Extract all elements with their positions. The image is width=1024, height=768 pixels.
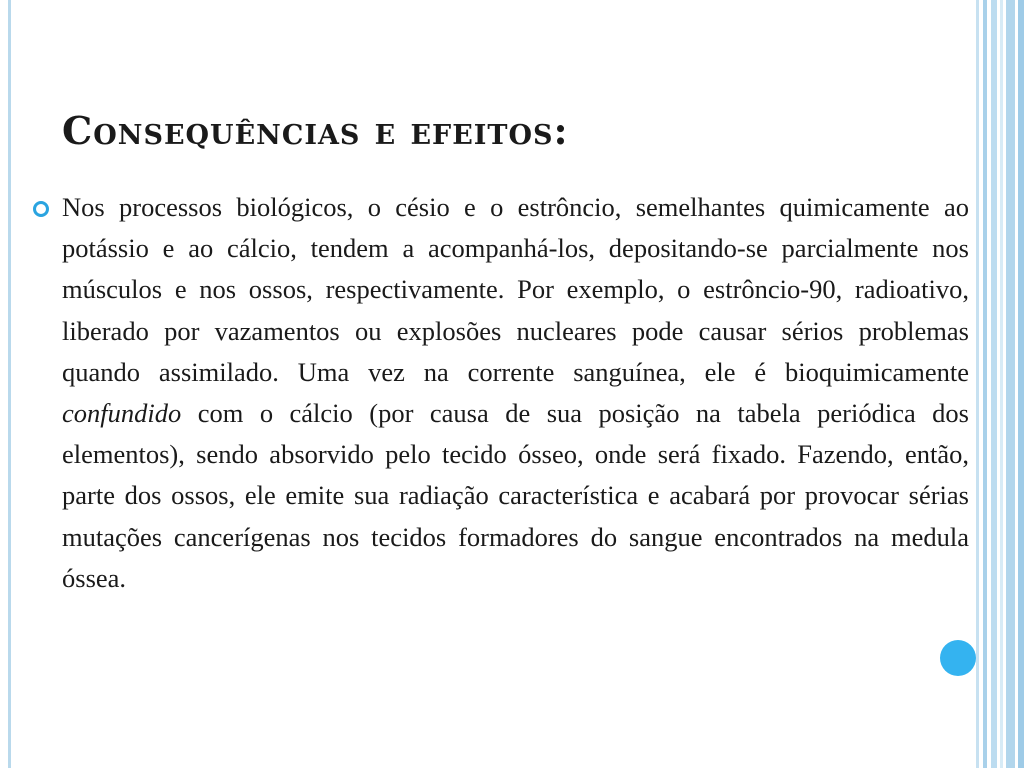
circle-bullet-icon [33,201,49,217]
nav-circle-icon[interactable] [940,640,976,676]
slide-title: Consequências e efeitos: [62,108,569,153]
paragraph-text-part-2: com o cálcio (por causa de sua posição na tabela periódica dos elementos), sendo absorvido pelo tecido ósseo, onde será fixado. Fazendo, então, parte dos ossos, ele emite sua radiação característica e acabará por provocar sérias mutações cancerígenas nos tecidos formadores do sangue encontrados na medula óssea. [62,398,969,593]
stripe [976,0,979,768]
paragraph-text-part-1: Nos processos biológicos, o césio e o estrôncio, semelhantes quimicamente ao potássio e ao cálcio, tendem a acompanhá-los, depositando-se parcialmente nos músculos e nos ossos, respectivamente. Por exemplo, o estrôncio-90, radioativo, liberado por vazamentos ou explosões nucleares pode causar sérios problemas quando assimilado. Uma vez na corrente sanguínea, ele é bioquimicamente [62,192,969,387]
stripe [1006,0,1015,768]
stripe [983,0,987,768]
stripe [991,0,997,768]
left-border-line [8,0,11,768]
body-paragraph [62,187,969,599]
paragraph-italic-word: confundido [62,398,182,429]
stripe [1018,0,1024,768]
stripe [1000,0,1003,768]
right-decorative-stripes [976,0,1024,768]
